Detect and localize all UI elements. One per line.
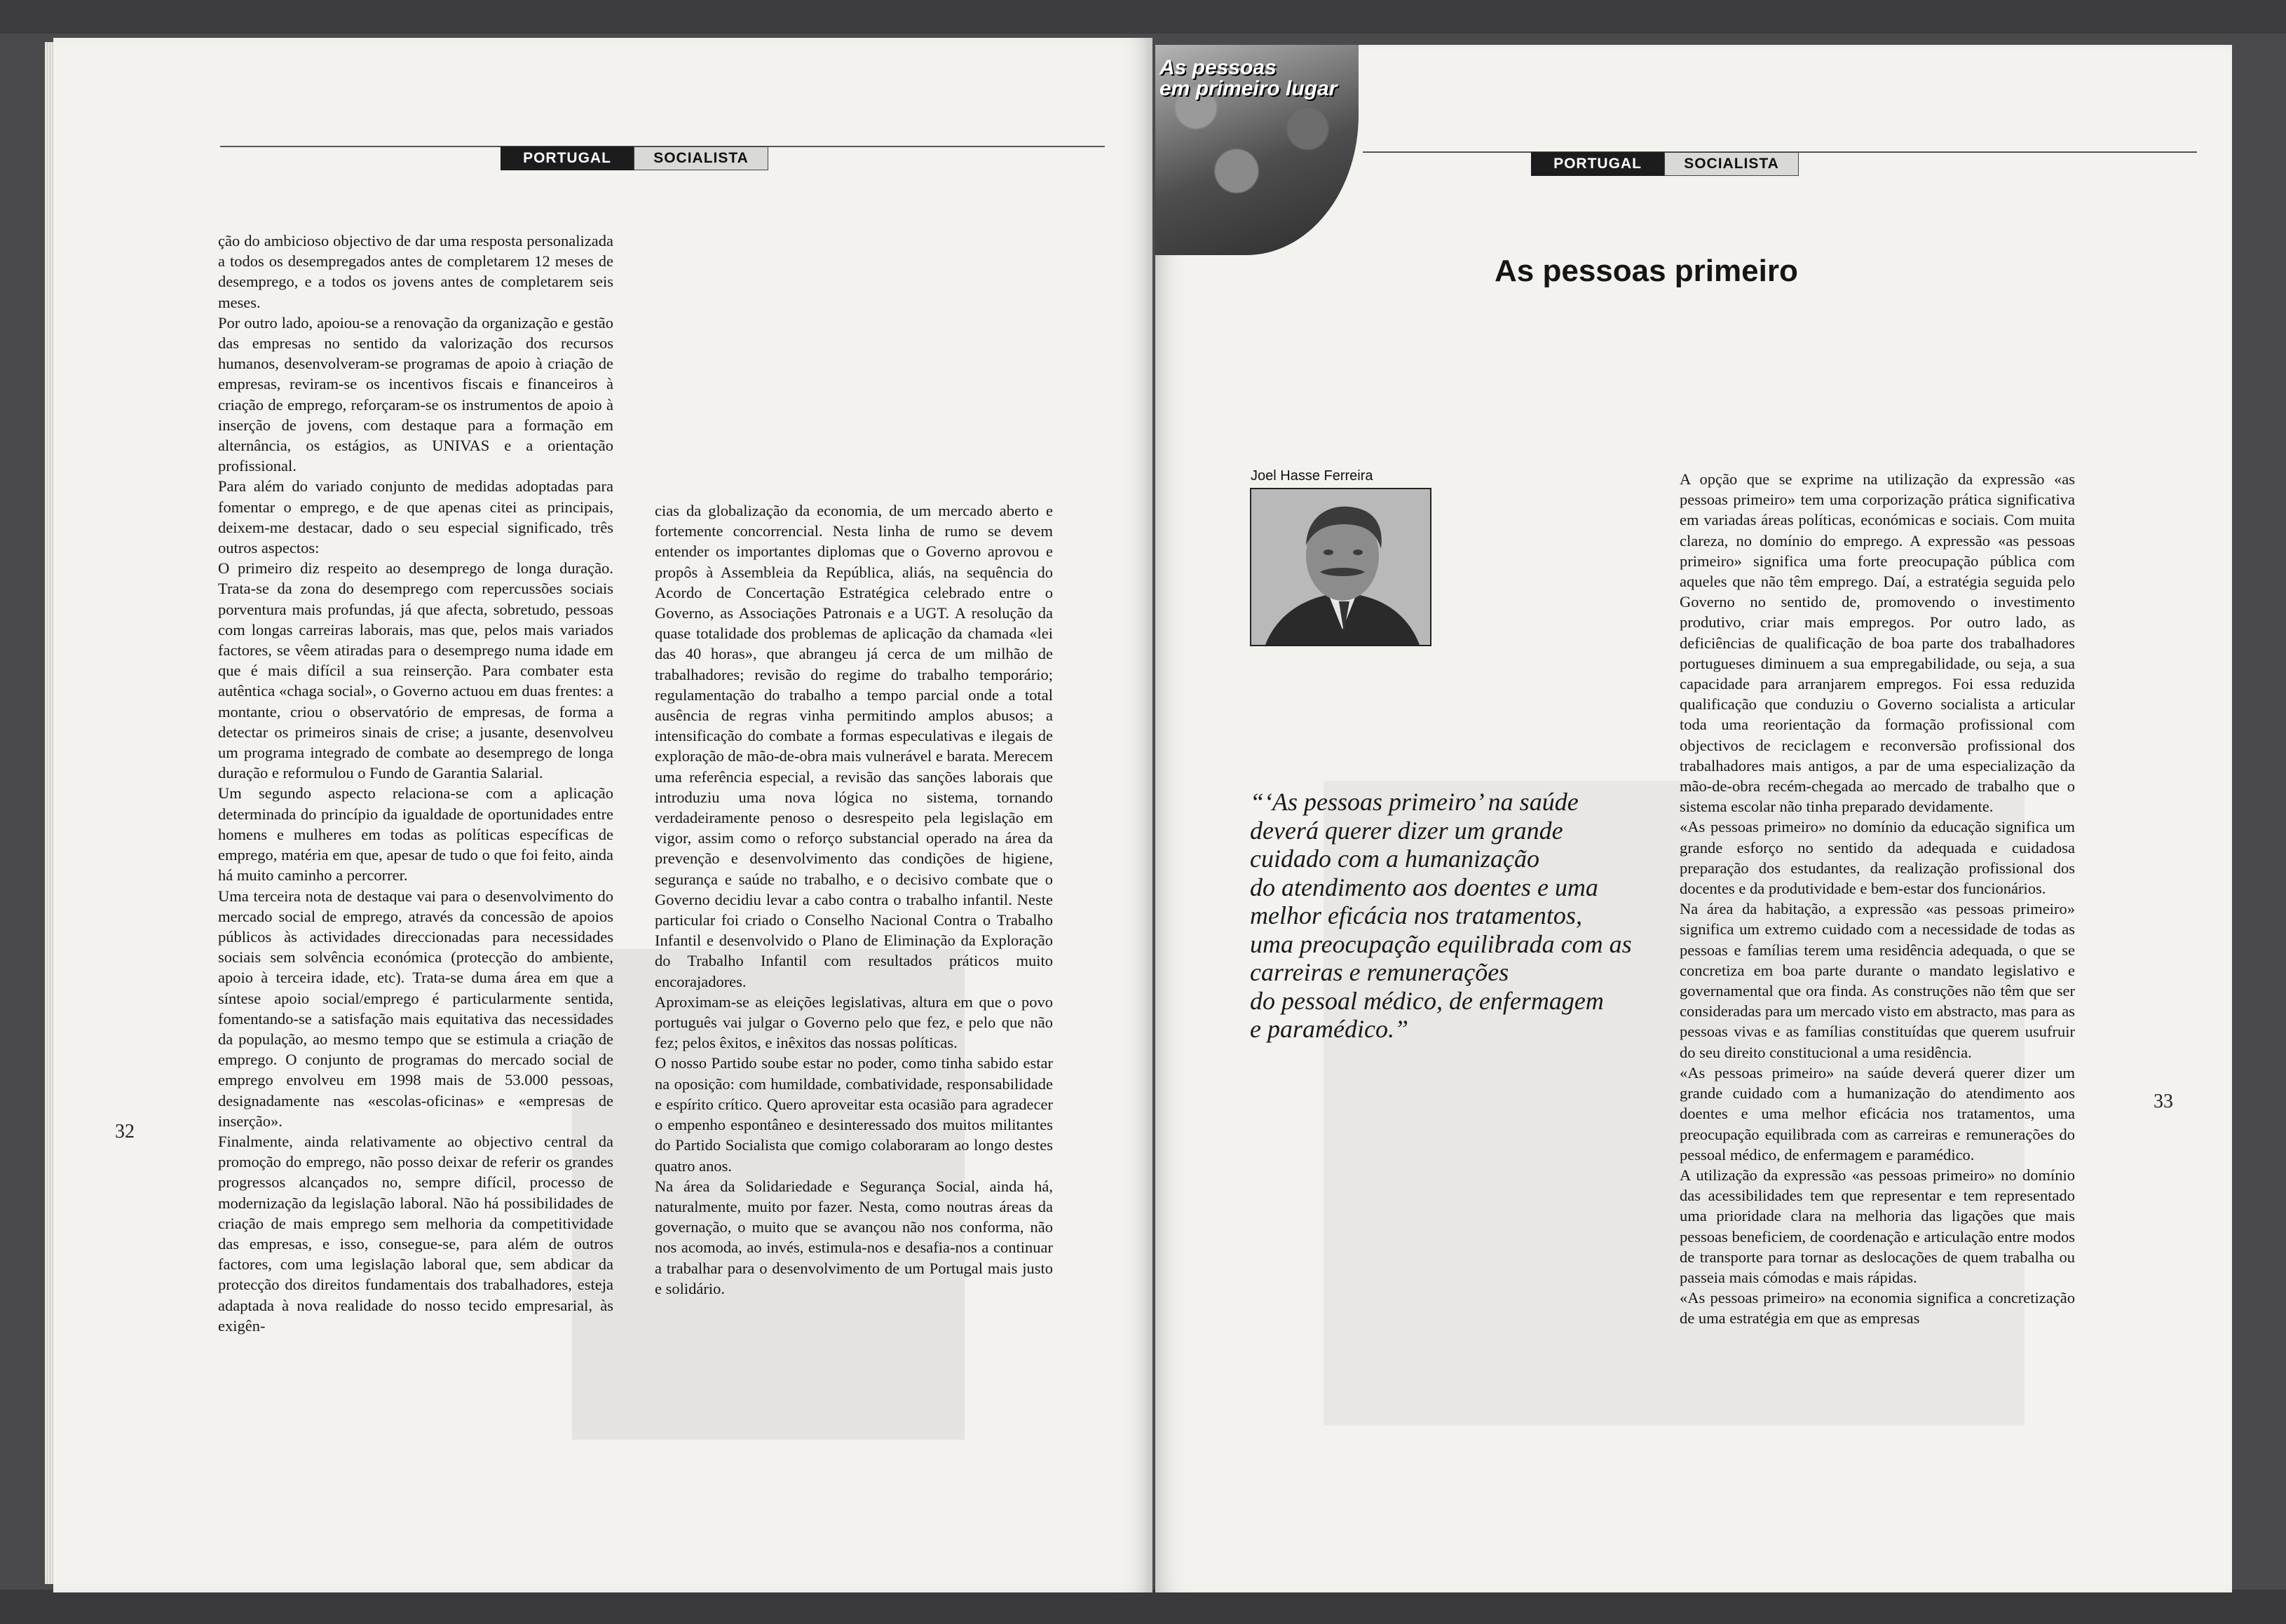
- masthead: [501, 146, 768, 170]
- corner-photo-line: em primeiro lugar: [1159, 77, 1338, 100]
- paragraph: «As pessoas primeiro» na saúde deverá querer dizer um grande cuidado com a humanização do atendimento aos doentes e uma melhor eficácia nos tratamentos, uma preocupação equilibrada com as carreiras e remunerações do pessoal médico, de enfermagem e paramédico.: [1680, 1063, 2075, 1164]
- pull-quote-line: melhor eficácia nos tratamentos,: [1250, 901, 1582, 929]
- paragraph: «As pessoas primeiro» no domínio da educação significa um grande esforço no sentido da adequada e cuidadosa preparação dos estudantes, da realização profissional dos docentes e da produtividade e bem-estar dos funcionários.: [1680, 818, 2075, 898]
- masthead-socialista: SOCIALISTA: [634, 146, 768, 170]
- corner-photo-caption: [1159, 57, 1337, 100]
- pull-quote-line: uma preocupação equilibrada com as: [1250, 929, 1632, 958]
- paragraph: O nosso Partido soube estar no poder, como tinha sabido estar na oposição: com humildade, combatividade, responsabilidade e espírito crítico. Quero aproveitar esta ocasião para agradecer o empenho espontâneo e desinteressado dos muitos militantes do Partido Socialista que comigo colaboraram ao longo destes quatro anos.: [655, 1054, 1053, 1175]
- scan-background-bottom: [0, 1590, 2286, 1624]
- masthead: [1531, 152, 1799, 176]
- paragraph: Na área da habitação, a expressão «as pessoas primeiro» significa um extremo cuidado com a necessidade de todas as pessoas e famílias terem uma residência adequada, o que se concretiza em boa parte durante o mandato legislativo e governamental que ora finda. As construções não têm que ser consideradas para um mercado visto em abstracto, mas para as pessoas vivas e as famílias constituídas que querem usufruir do seu direito constitucional a uma residência.: [1680, 900, 2075, 1061]
- scan-background-top: [0, 0, 2286, 34]
- author-portrait: [1250, 488, 1431, 646]
- portrait-photo: [1251, 489, 1430, 645]
- masthead-portugal: PORTUGAL: [1531, 152, 1664, 176]
- author-caption: Joel Hasse Ferreira: [1251, 468, 1373, 484]
- paragraph: Na área da Solidariedade e Segurança Social, ainda há, naturalmente, muito por fazer. Nesta, como noutras áreas da governação, o muito que se avançou não nos conforma, não nos acomoda, ao invés, estimula-nos e desafia-nos a continuar a trabalhar para o desenvolvimento de um Portugal mais justo e solidário.: [655, 1177, 1053, 1297]
- pull-quote-line: cuidado com a humanização: [1250, 845, 1539, 873]
- article-body: [1680, 469, 2075, 1329]
- pull-quote-line: “‘As pessoas primeiro’ na saúde: [1250, 788, 1579, 816]
- article-column-1: [218, 231, 613, 1336]
- pull-quote: [1250, 788, 1699, 1044]
- left-page: [53, 38, 1152, 1592]
- article-title: As pessoas primeiro: [1495, 254, 1798, 288]
- pull-quote-line: carreiras e remunerações: [1250, 958, 1509, 986]
- paragraph: O primeiro diz respeito ao desemprego de longa duração. Trata-se da zona do desemprego com repercussões sociais porventura mais profundas, já que afecta, sobretudo, pessoas com longas carreiras laborais, mas que, pelos mais variados factores, se vêem atiradas para o desemprego numa idade em que é mais difícil a sua reinserção. Para combater esta autêntica «chaga social», o Governo actuou em duas frentes: a montante, criou o observatório de empresas, de forma a detectar os primeiros sinais de crise; a jusante, desenvolveu um programa integrado de combate ao desemprego de longa duração e reformulou o Fundo de Garantia Salarial.: [218, 559, 613, 782]
- corner-photo-line: As pessoas: [1159, 56, 1277, 79]
- masthead-portugal: PORTUGAL: [501, 146, 634, 170]
- paragraph: Uma terceira nota de destaque vai para o desenvolvimento do mercado social de emprego, através da concessão de apoios públicos às actividades direccionadas para necessidades sociais sem solvência económica (protecção do ambiente, apoio à terceira idade, etc). Trata-se duma área em que a síntese apoio social/emprego é particularmente sentida, fomentando-se a satisfação mais equitativa das necessidades da população, ao mesmo tempo que se estimula a criação de emprego. O conjunto de programas do mercado social de emprego envolveu em 1998 mais de 53.000 pessoas, designadamente nas «escolas-oficinas» e «empresas de inserção».: [218, 887, 613, 1130]
- right-page: [1155, 45, 2232, 1592]
- paragraph: cias da globalização da economia, de um mercado aberto e fortemente concorrencial. Nesta linha de rumo se devem entender os importantes diplomas que o Governo aprovou e propôs à Assembleia da República, aliás, na sequência do Acordo de Concertação Estratégica celebrado entre o Governo, as Associações Patronais e a UGT. A resolução da quase totalidade dos problemas de aplicação da chamada «lei das 40 horas», que abrangeu já cerca de um milhão de trabalhadores; revisão do regime do trabalho temporário; regulamentação do trabalho a tempo parcial onde a total ausência de regras vinha permitindo amplos abusos; a intensificação do combate a formas especulativas e ilegais de exploração de mão-de-obra mais vulnerável e barata. Merecem uma referência especial, a revisão das sanções laborais que introduziu uma nova lógica no sistema, tornando verdadeiramente penoso o desrespeito pela legislação em vigor, assim como o reforço substancial operado na área da prevenção e desenvolvimento das condições de higiene, segurança e saúde no trabalho, e o decisivo combate que o Governo decidiu levar a cabo contra o trabalho infantil. Neste particular foi criado o Conselho Nacional Contra o Trabalho Infantil e desenvolvido o Plano de Eliminação da Exploração do Trabalho Infantil com resultados práticos muito encorajadores.: [655, 502, 1053, 990]
- corner-photo: [1155, 45, 1359, 255]
- pull-quote-line: deverá querer dizer um grande: [1250, 816, 1563, 845]
- article-column-2: [655, 500, 1053, 1299]
- pull-quote-line: do atendimento aos doentes e uma: [1250, 873, 1598, 901]
- page-number: 32: [115, 1121, 135, 1142]
- paragraph: A opção que se exprime na utilização da expressão «as pessoas primeiro» tem uma corporização prática significativa em variadas áreas políticas, económicas e sociais. Com muita clareza, no domínio do emprego. A expressão «as pessoas primeiro» significa uma forte preocupação pública com aqueles que não têm emprego. Daí, a estratégia seguida pelo Governo no sentido de, promovendo o investimento produtivo, criar mais empregos. Por outro lado, as deficiências de qualificação de boa parte dos trabalhadores portugueses diminuem a sua empregabilidade, ou seja, a sua capacidade para arranjarem empregos. Foi essa reduzida qualificação que conduziu o Governo socialista a articular toda uma reorientação da formação profissional com objectivos de reciclagem e reconversão profissional dos trabalhadores mais antigos, a par de uma especialização da mão-de-obra recém-chegada ao mercado de trabalho que o sistema escolar não tinha preparado devidamente.: [1680, 470, 2075, 816]
- pull-quote-line: e paramédico.”: [1250, 1015, 1408, 1043]
- paragraph: A utilização da expressão «as pessoas primeiro» no domínio das acessibilidades tem que representar e tem representado uma prioridade clara na melhoria das ligações que mais pessoas beneficiem, de coordenação e articulação entre modos de transporte para tornar as deslocações de quem trabalha ou passeia mais cómodas e mais rápidas.: [1680, 1166, 2075, 1286]
- paragraph: Aproximam-se as eleições legislativas, altura em que o povo português vai julgar o Governo pelo que fez, e pelo que não fez; pelos êxitos, e inêxitos das nossas políticas.: [655, 992, 1053, 1052]
- paragraph: Por outro lado, apoiou-se a renovação da organização e gestão das empresas no sentido da valorização dos recursos humanos, desenvolveram-se programas de apoio à criação de empresas, reviram-se os incentivos fiscais e financeiros à criação de emprego, reforçaram-se os instrumentos de apoio à inserção de jovens, com destaque para a formação em alternância, os estágios, as UNIVAS e a orientação profissional.: [218, 313, 613, 475]
- page-number: 33: [2154, 1091, 2173, 1112]
- paragraph: Para além do variado conjunto de medidas adoptadas para fomentar o emprego, e de que apenas citei as principais, deixem-me destacar, dado o seu especial significado, três outros aspectos:: [218, 477, 613, 557]
- paragraph: ção do ambicioso objectivo de dar uma resposta personalizada a todos os desempregados antes de completarem 12 meses de desemprego, e a todos os jovens antes de completarem seis meses.: [218, 232, 613, 311]
- pull-quote-line: do pessoal médico, de enfermagem: [1250, 986, 1604, 1015]
- paragraph: Finalmente, ainda relativamente ao objectivo central da promoção do emprego, não posso deixar de referir os grandes progressos alcançados no, sempre difícil, processo de modernização da legislação laboral. Não há possibilidades de criação de mais emprego sem melhoria da competitividade das empresas, e isso, consegue-se, para além de outros factores, com uma legislação laboral que, sem abdicar da protecção dos direitos fundamentais dos trabalhadores, esteja adaptada à nova realidade do nosso tecido empresarial, às exigên-: [218, 1132, 613, 1335]
- paragraph: Um segundo aspecto relaciona-se com a aplicação determinada do princípio da igualdade de oportunidades entre homens e mulheres em todas as políticas específicas de emprego, matéria em que, apesar de tudo o que foi feito, ainda há muito caminho a percorrer.: [218, 784, 613, 885]
- masthead-socialista: SOCIALISTA: [1664, 152, 1799, 176]
- paragraph: «As pessoas primeiro» na economia significa a concretização de uma estratégia em que as empresas: [1680, 1289, 2075, 1328]
